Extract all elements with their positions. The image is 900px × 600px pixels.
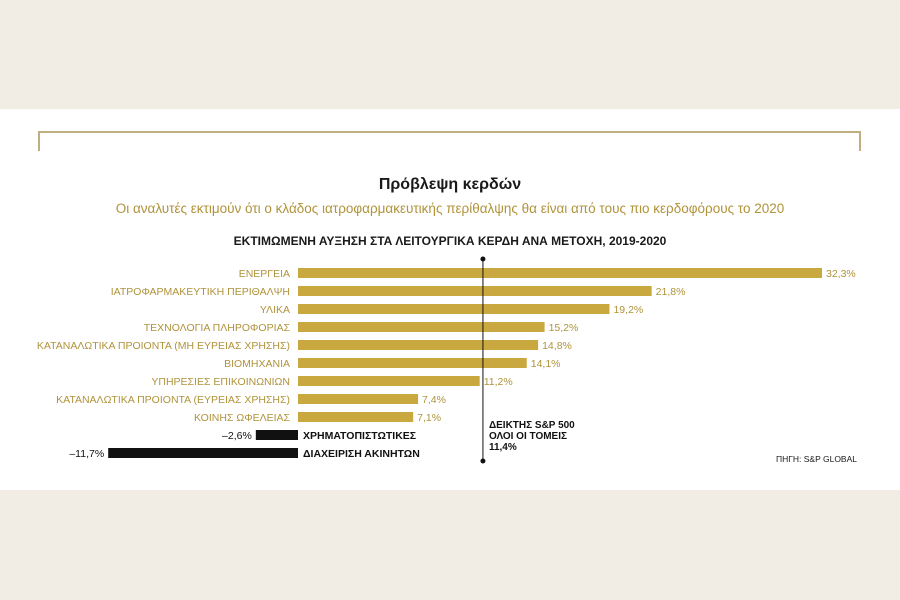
bar xyxy=(298,358,527,368)
value-label: 11,2% xyxy=(483,376,513,388)
chart-subtitle: Οι αναλυτές εκτιμούν ότι ο κλάδος ιατροφαρμακευτικής περίθαλψης θα είναι από τους πιο κερδοφόρους το 2020 xyxy=(115,201,785,216)
reference-dot xyxy=(480,257,485,262)
category-label: ΚΑΤΑΝΑΛΩΤΙΚΑ ΠΡΟΙΟΝΤΑ (ΕΥΡΕΙΑΣ ΧΡΗΣΗΣ) xyxy=(56,394,290,406)
category-label: ΚΑΤΑΝΑΛΩΤΙΚΑ ΠΡΟΙΟΝΤΑ (ΜΗ ΕΥΡΕΙΑΣ ΧΡΗΣΗΣ) xyxy=(36,340,290,352)
value-label: 19,2% xyxy=(613,304,644,316)
reference-label: ΟΛΟΙ ΟΙ ΤΟΜΕΙΣ xyxy=(488,431,568,442)
bar xyxy=(298,376,480,386)
reference-label: 11,4% xyxy=(488,442,517,453)
chart-heading: ΕΚΤΙΜΩΜΕΝΗ ΑΥΞΗΣΗ ΣΤΑ ΛΕΙΤΟΥΡΓΙΚΑ ΚΕΡΔΗ ΑΝΑ ΜΕΤΟΧΗ, 2019-2020 xyxy=(233,234,667,248)
category-label: ΒΙΟΜΗΧΑΝΙΑ xyxy=(224,358,290,370)
bar xyxy=(298,286,652,296)
value-label: 14,1% xyxy=(530,358,561,370)
reference-dot xyxy=(480,459,485,464)
bar xyxy=(298,340,538,350)
bar xyxy=(298,394,418,404)
bar xyxy=(256,430,298,440)
chart-title: Πρόβλεψη κερδών xyxy=(378,176,522,193)
value-label: 21,8% xyxy=(655,286,686,298)
category-label: ΔΙΑΧΕΙΡΙΣΗ ΑΚΙΝΗΤΩΝ xyxy=(303,448,420,460)
bar xyxy=(298,268,822,278)
category-label: ΙΑΤΡΟΦΑΡΜΑΚΕΥΤΙΚΗ ΠΕΡΙΘΑΛΨΗ xyxy=(110,286,290,298)
value-label: 7,4% xyxy=(422,394,446,406)
category-label: ΕΝΕΡΓΕΙΑ xyxy=(238,268,290,280)
category-label: ΥΛΙΚΑ xyxy=(259,304,290,316)
category-label: ΚΟΙΝΗΣ ΩΦΕΛΕΙΑΣ xyxy=(194,412,290,424)
bar xyxy=(298,304,609,314)
category-label: ΤΕΧΝΟΛΟΓΙΑ ΠΛΗΡΟΦΟΡΙΑΣ xyxy=(143,322,290,334)
category-label: ΥΠΗΡΕΣΙΕΣ ΕΠΙΚΟΙΝΩΝΙΩΝ xyxy=(151,376,290,388)
source-note: ΠΗΓΗ: S&P GLOBAL xyxy=(775,454,857,464)
reference-label: ΔΕΙΚΤΗΣ S&P 500 xyxy=(488,420,575,431)
value-label: –2,6% xyxy=(222,430,252,442)
bar xyxy=(298,412,413,422)
value-label: 15,2% xyxy=(548,322,579,334)
category-label: ΧΡΗΜΑΤΟΠΙΣΤΩΤΙΚΕΣ xyxy=(303,430,417,442)
bar xyxy=(108,448,298,458)
value-label: 14,8% xyxy=(542,340,572,352)
bar xyxy=(298,322,545,332)
value-label: 32,3% xyxy=(826,268,856,280)
value-label: –11,7% xyxy=(69,448,105,460)
value-label: 7,1% xyxy=(417,412,442,424)
